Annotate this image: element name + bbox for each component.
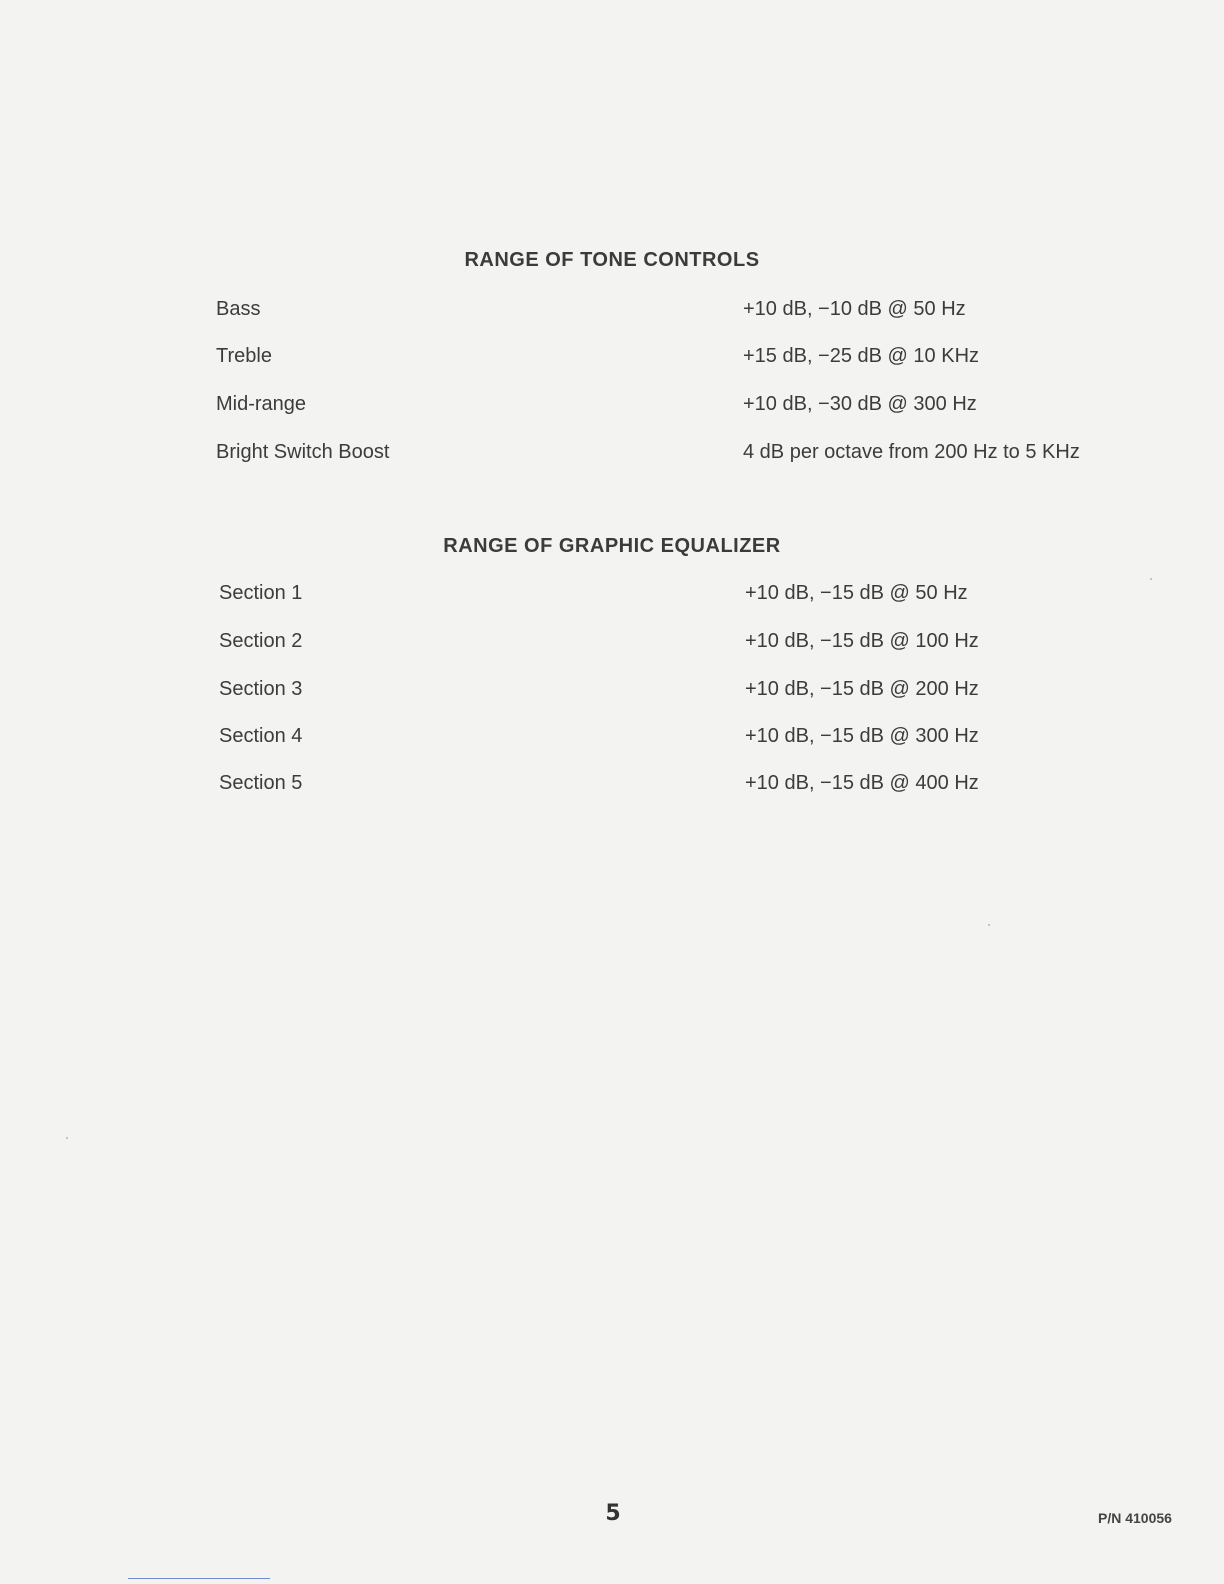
tone-row-label: Mid-range (216, 393, 307, 415)
eq-row-value: +10 dB, −15 dB @ 400 Hz (745, 772, 979, 794)
eq-row-value: +10 dB, −15 dB @ 300 Hz (745, 725, 979, 747)
tone-row-label: Bass (216, 298, 261, 320)
eq-row-section-5 (0, 772, 1224, 802)
paper-speck (988, 924, 990, 926)
eq-row-section-2 (0, 630, 1224, 660)
tone-row-value: +10 dB, −30 dB @ 300 Hz (743, 393, 977, 415)
eq-row-section-3 (0, 678, 1224, 708)
tone-row-value: 4 dB per octave from 200 Hz to 5 KHz (743, 441, 1080, 463)
part-number: P/N 410056 (1098, 1510, 1172, 1526)
tone-row-value: +10 dB, −10 dB @ 50 Hz (743, 298, 966, 320)
tone-controls-title: RANGE OF TONE CONTROLS (464, 249, 760, 271)
eq-row-section-4 (0, 725, 1224, 755)
tone-row-bright-switch-boost (0, 441, 1224, 471)
eq-row-value: +10 dB, −15 dB @ 50 Hz (745, 582, 968, 604)
eq-row-label: Section 1 (219, 582, 303, 604)
tone-row-treble (0, 345, 1224, 375)
eq-row-label: Section 4 (219, 725, 303, 747)
page-number: 5 (605, 1501, 621, 1526)
tone-row-bass (0, 298, 1224, 328)
tone-row-value: +15 dB, −25 dB @ 10 KHz (743, 345, 980, 367)
eq-row-section-1 (0, 582, 1224, 612)
eq-row-label: Section 5 (219, 772, 303, 794)
tone-row-mid-range (0, 393, 1224, 423)
tone-row-label: Bright Switch Boost (216, 441, 390, 463)
paper-speck (66, 1137, 68, 1139)
paper-speck (1150, 578, 1152, 580)
tone-row-label: Treble (216, 345, 272, 367)
eq-row-value: +10 dB, −15 dB @ 100 Hz (745, 630, 979, 652)
scan-edge-line (128, 1578, 270, 1579)
eq-row-label: Section 2 (219, 630, 303, 652)
graphic-equalizer-title: RANGE OF GRAPHIC EQUALIZER (443, 535, 781, 557)
eq-row-label: Section 3 (219, 678, 303, 700)
eq-row-value: +10 dB, −15 dB @ 200 Hz (745, 678, 979, 700)
